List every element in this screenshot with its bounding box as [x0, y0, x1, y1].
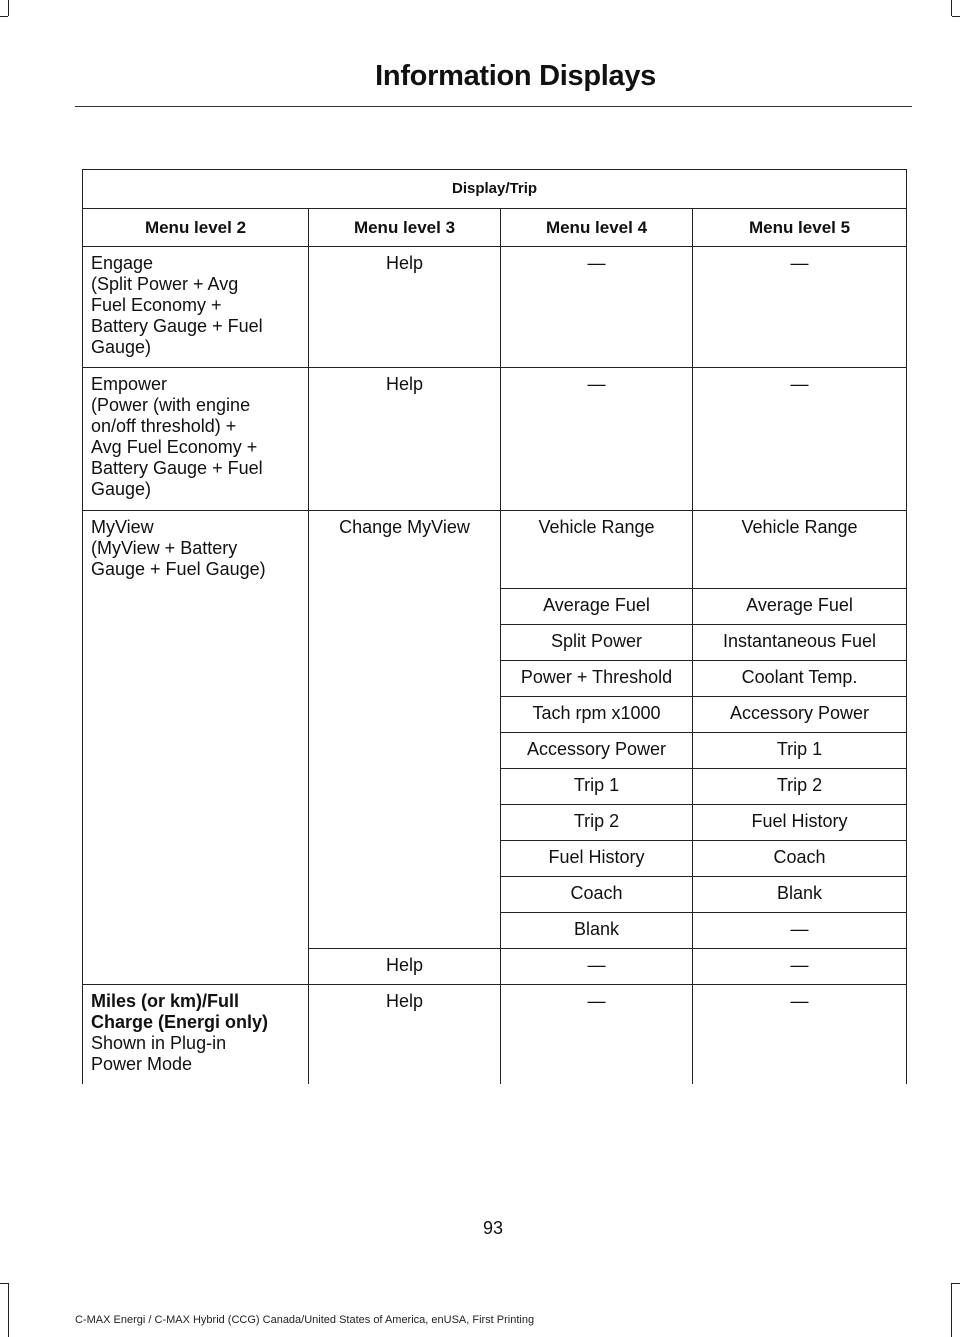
cell-line: MyView — [91, 517, 154, 537]
crop-mark — [8, 0, 9, 16]
cell-line: on/off threshold) + — [91, 416, 237, 436]
menu-level-5-cell: — — [693, 913, 907, 949]
menu-level-4-cell: Trip 1 — [501, 769, 693, 805]
menu-level-4-cell: Average Fuel — [501, 589, 693, 625]
table-header-row — [83, 209, 907, 247]
display-trip-table — [82, 169, 907, 1084]
menu-level-5-cell: Trip 1 — [693, 733, 907, 769]
menu-level-5-cell: — — [693, 368, 907, 511]
crop-mark — [951, 1283, 952, 1337]
cell-line: Engage — [91, 253, 154, 273]
menu-level-5-cell: Average Fuel — [693, 589, 907, 625]
table-caption: Display/Trip — [83, 170, 907, 209]
table-row — [83, 511, 907, 589]
header-divider — [75, 106, 912, 107]
table-caption-row — [83, 170, 907, 209]
menu-level-5-cell: Trip 2 — [693, 769, 907, 805]
menu-level-4-cell: Fuel History — [501, 841, 693, 877]
table-row — [83, 985, 907, 1085]
menu-level-4-cell: Tach rpm x1000 — [501, 697, 693, 733]
cell-line: Power Mode — [91, 1054, 193, 1074]
menu-level-5-cell: — — [693, 247, 907, 368]
menu-level-5-cell: Blank — [693, 877, 907, 913]
column-header: Menu level 5 — [693, 209, 907, 247]
cell-line: Fuel Economy + — [91, 295, 222, 315]
footer-text: C-MAX Energi / C-MAX Hybrid (CCG) Canada/United States of America, enUSA, First Printing — [75, 1314, 535, 1326]
cell-line: Battery Gauge + Fuel — [91, 316, 263, 336]
menu-level-3-cell: Help — [309, 985, 501, 1085]
table-row — [83, 368, 907, 511]
menu-level-5-cell: Accessory Power — [693, 697, 907, 733]
menu-level-4-cell: Trip 2 — [501, 805, 693, 841]
cell-line: Empower — [91, 374, 168, 394]
cell-line: Gauge) — [91, 337, 152, 357]
cell-line: (Split Power + Avg — [91, 274, 239, 294]
menu-level-2-cell — [83, 247, 309, 368]
crop-mark — [951, 0, 952, 16]
menu-level-2-cell — [83, 368, 309, 511]
menu-level-4-cell: — — [501, 985, 693, 1085]
crop-mark — [952, 16, 960, 17]
menu-level-2-cell — [83, 985, 309, 1085]
column-header: Menu level 2 — [83, 209, 309, 247]
cell-line: Battery Gauge + Fuel — [91, 458, 263, 478]
cell-line-bold: Charge (Energi only) — [91, 1012, 269, 1032]
menu-level-5-cell: Vehicle Range — [693, 511, 907, 589]
menu-level-3-cell: Help — [309, 949, 501, 985]
menu-level-5-cell: — — [693, 949, 907, 985]
menu-level-2-cell — [83, 511, 309, 985]
page-title: Information Displays — [375, 60, 656, 92]
table-row — [83, 247, 907, 368]
menu-level-4-cell: Split Power — [501, 625, 693, 661]
cell-line-bold: Miles (or km)/Full — [91, 991, 240, 1011]
menu-level-3-cell: Help — [309, 368, 501, 511]
menu-level-4-cell: Coach — [501, 877, 693, 913]
menu-level-3-cell: Help — [309, 247, 501, 368]
cell-line: Gauge + Fuel Gauge) — [91, 559, 266, 579]
menu-level-5-cell: Coach — [693, 841, 907, 877]
menu-level-5-cell: Instantaneous Fuel — [693, 625, 907, 661]
column-header: Menu level 3 — [309, 209, 501, 247]
menu-level-4-cell: Accessory Power — [501, 733, 693, 769]
menu-level-4-cell: Vehicle Range — [501, 511, 693, 589]
menu-level-4-cell: — — [501, 949, 693, 985]
crop-mark — [8, 1283, 9, 1337]
column-header: Menu level 4 — [501, 209, 693, 247]
menu-level-3-cell: Change MyView — [309, 511, 501, 949]
cell-line: Gauge) — [91, 479, 152, 499]
menu-level-4-cell: — — [501, 247, 693, 368]
cell-line: Avg Fuel Economy + — [91, 437, 258, 457]
page-number: 93 — [482, 1218, 504, 1238]
crop-mark — [0, 16, 8, 17]
crop-mark — [0, 1283, 9, 1284]
menu-level-5-cell: Fuel History — [693, 805, 907, 841]
cell-line: Shown in Plug-in — [91, 1033, 227, 1053]
cell-line: (Power (with engine — [91, 395, 251, 415]
menu-level-5-cell: — — [693, 985, 907, 1085]
menu-level-4-cell: Blank — [501, 913, 693, 949]
crop-mark — [951, 1283, 960, 1284]
menu-level-4-cell: — — [501, 368, 693, 511]
menu-level-4-cell: Power + Threshold — [501, 661, 693, 697]
menu-level-5-cell: Coolant Temp. — [693, 661, 907, 697]
cell-line: (MyView + Battery — [91, 538, 238, 558]
